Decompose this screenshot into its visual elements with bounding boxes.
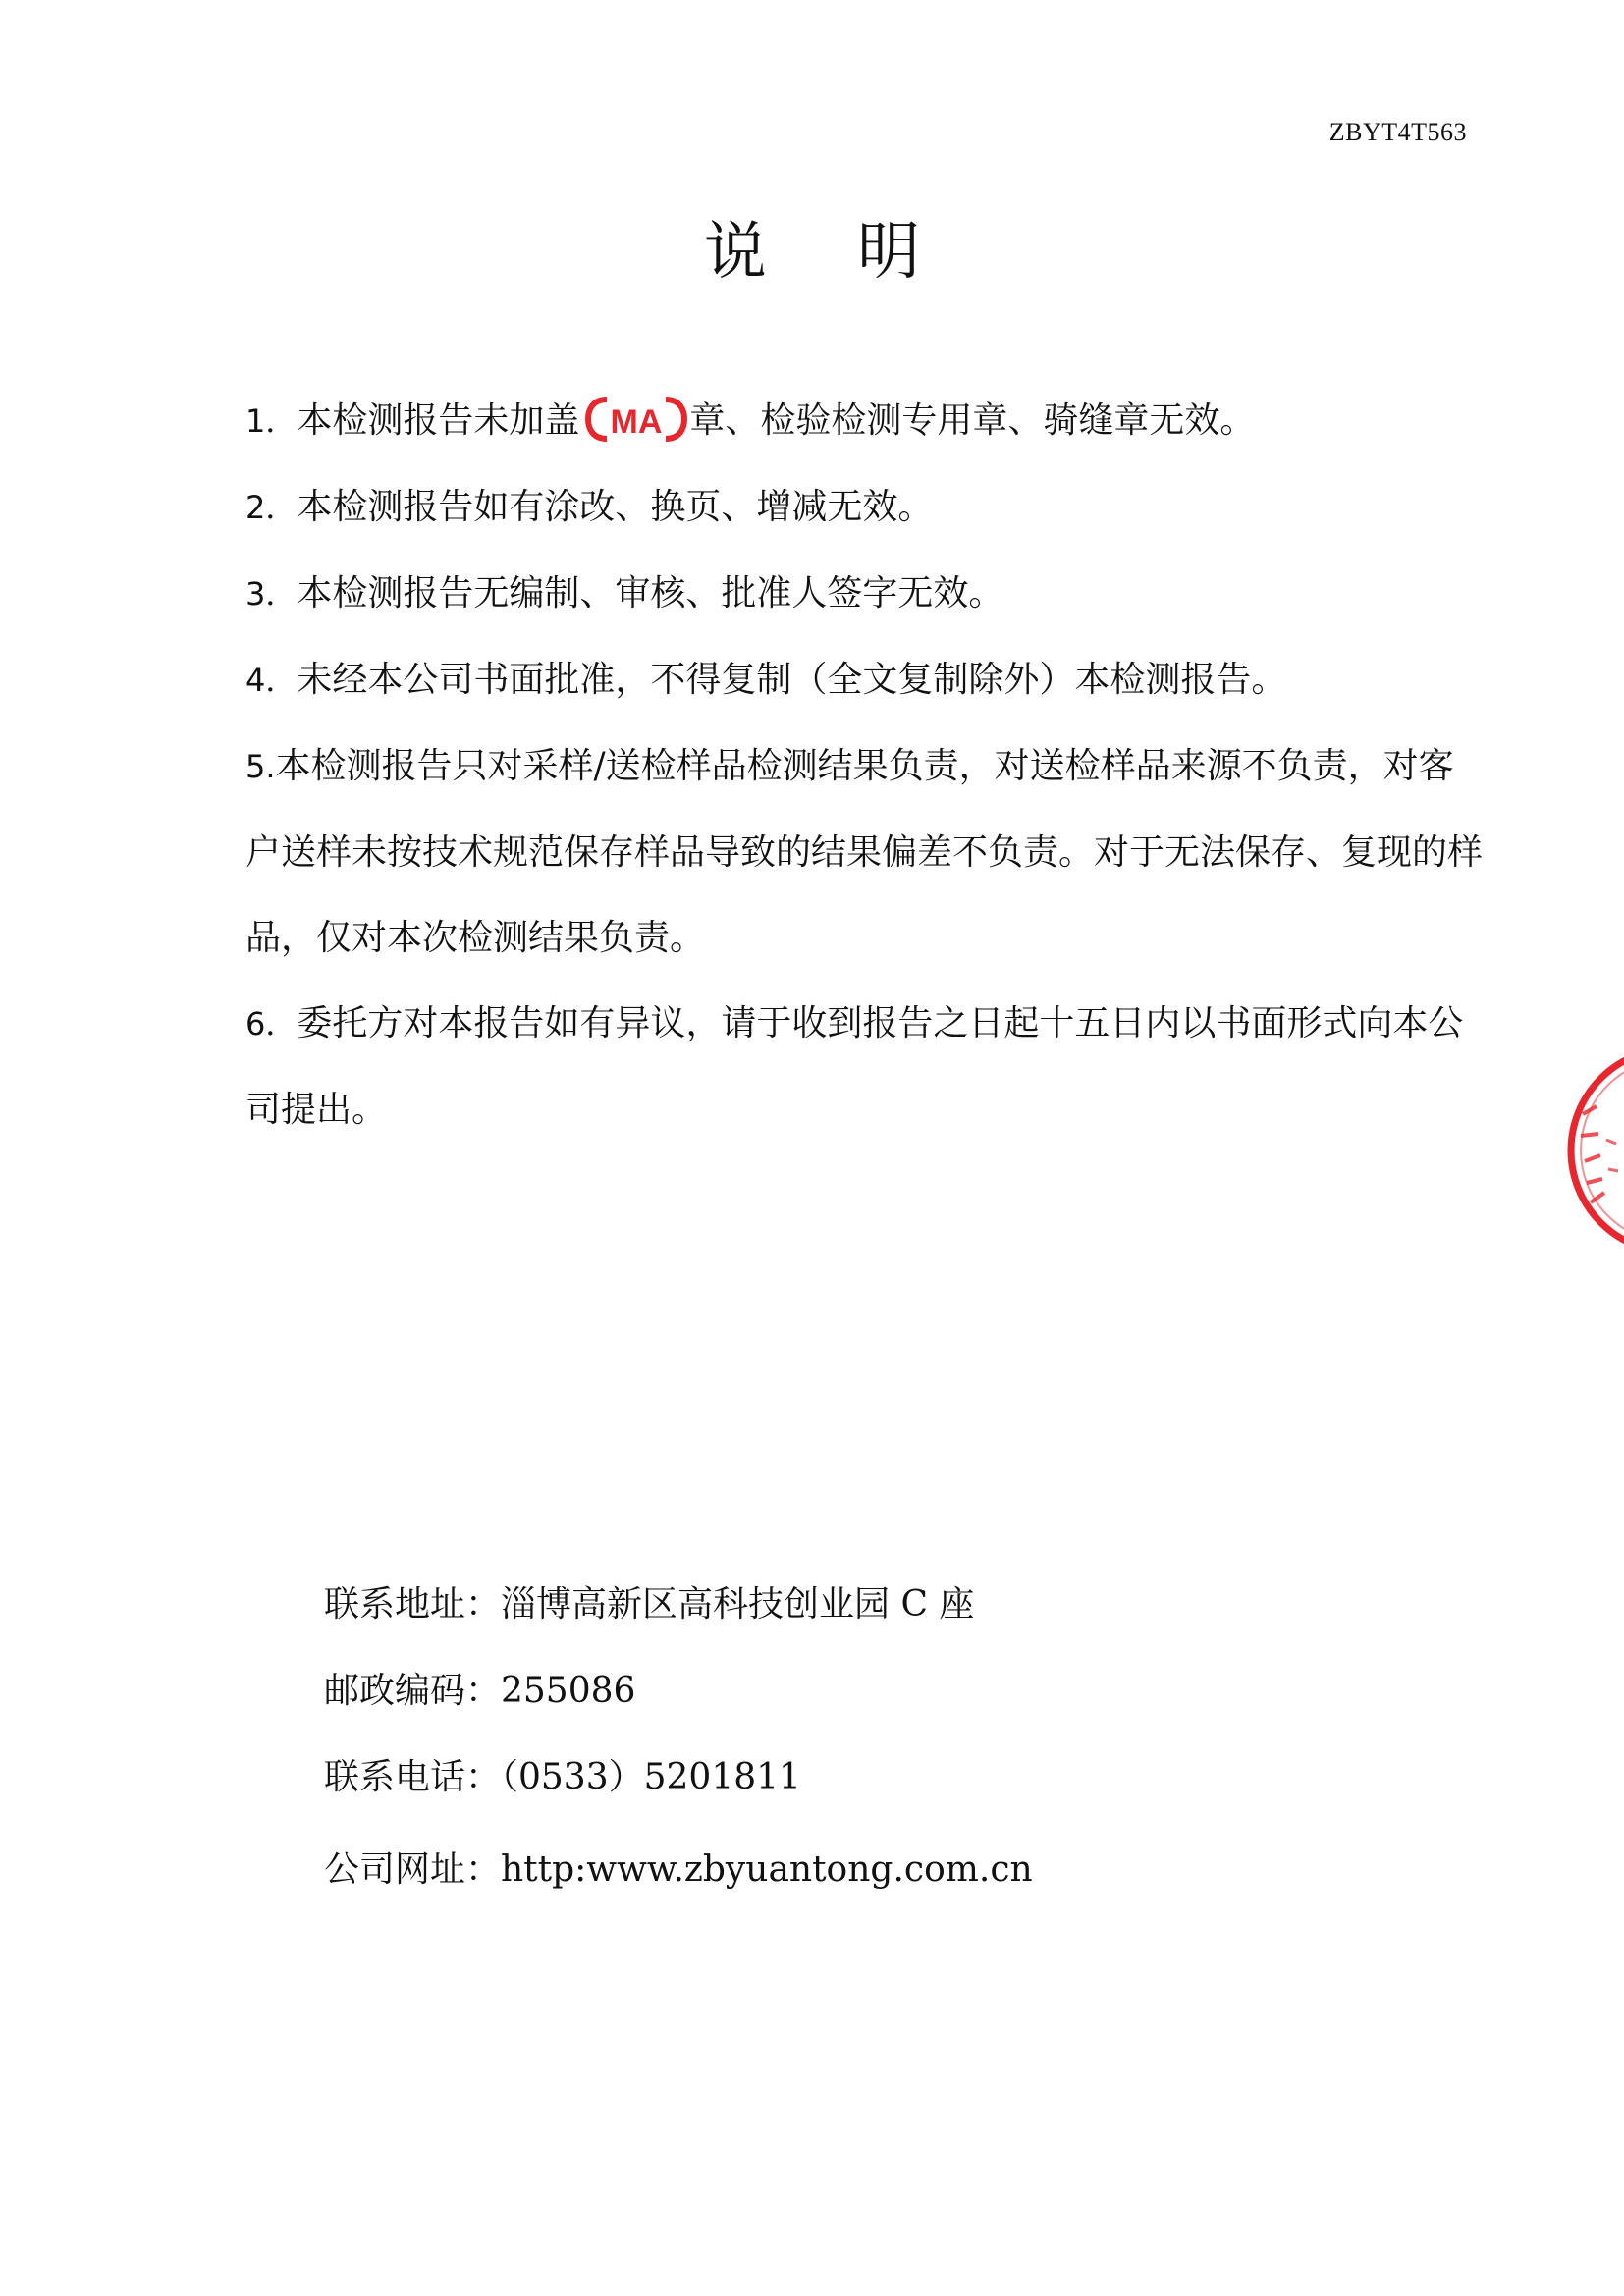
note-text: 本检测报告只对采样/送检样品检测结果负责，对送检样品来源不负责，对客户送样未按技术规范保存样品导致的结果偏差不负责。对于无法保存、复现的样品，仅对本次检测结果负责。 <box>245 746 1484 958</box>
note-number: 4． <box>245 662 298 699</box>
note-item-6 <box>245 981 1483 1152</box>
note-item-4 <box>245 637 1483 723</box>
note-text: 章、检验检测专用章、骑缝章无效。 <box>689 400 1256 441</box>
note-number: 6． <box>245 1005 298 1042</box>
note-text: 本检测报告未加盖 <box>297 400 580 441</box>
contact-address: 联系地址：淄博高新区高科技创业园 C 座 <box>324 1584 975 1625</box>
contact-info <box>324 1575 1306 1927</box>
note-text: 本检测报告无编制、审核、批准人签字无效。 <box>297 573 1004 614</box>
note-number: 5. <box>245 748 276 785</box>
note-number: 1． <box>245 402 298 440</box>
notes-list <box>245 378 1483 1152</box>
note-text: 本检测报告如有涂改、换页、增减无效。 <box>297 487 934 527</box>
contact-website: 公司网址：http:www.zbyuantong.com.cn <box>324 1849 1033 1890</box>
note-text: 委托方对本报告如有异议，请于收到报告之日起十五日内以书面形式向本公司提出。 <box>245 1003 1464 1130</box>
note-item-1 <box>245 378 1483 464</box>
note-number: 3． <box>245 575 298 613</box>
page-title: 说 明 <box>703 216 956 289</box>
cma-mark-icon <box>585 396 687 443</box>
note-item-2 <box>245 464 1483 551</box>
note-text: 未经本公司书面批准，不得复制（全文复制除外）本检测报告。 <box>297 660 1287 700</box>
document-code: ZBYT4T563 <box>1328 118 1467 146</box>
note-item-3 <box>245 551 1483 637</box>
contact-postcode: 邮政编码：255086 <box>324 1671 636 1711</box>
contact-phone: 联系电话：（0533）5201811 <box>324 1757 801 1797</box>
seal-stamp-icon <box>1567 1045 1624 1256</box>
seal-stamp <box>1567 1045 1624 1256</box>
note-number: 2． <box>245 489 298 526</box>
cma-mark-label: MA <box>610 403 663 441</box>
note-item-5 <box>245 723 1483 981</box>
